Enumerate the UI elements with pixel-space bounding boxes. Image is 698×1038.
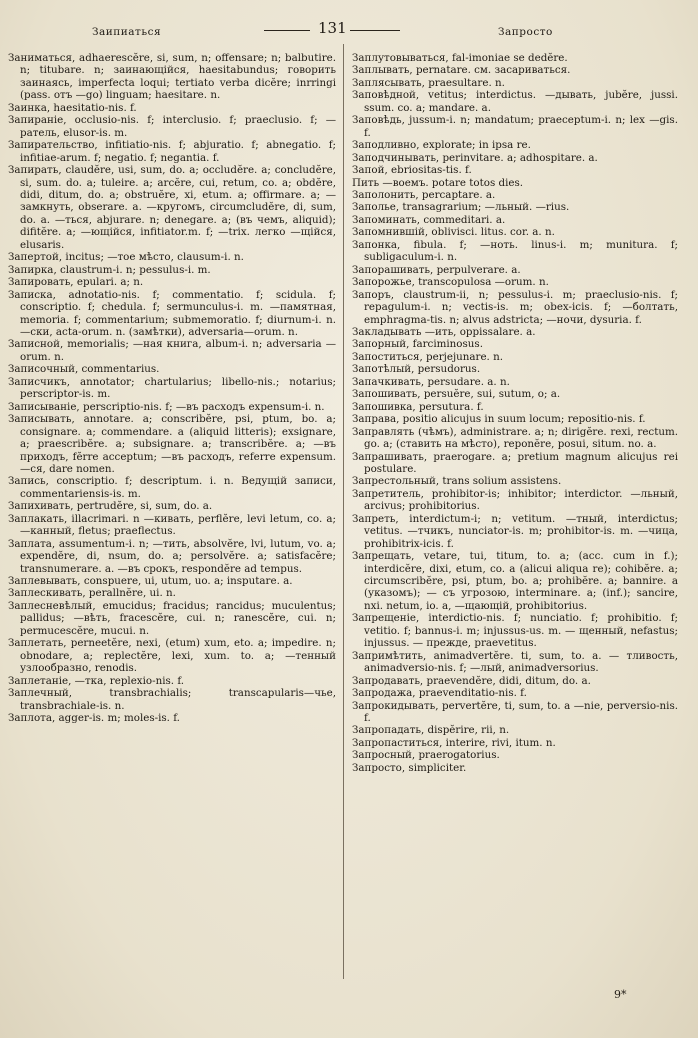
header-left-word: Заипиаться <box>92 26 162 38</box>
dictionary-entry: Записка, adnotatio-nis. f; commentatio. f; scidula. f; conscriptio. f; chedula. f; sermunculus-i. m. —памятная, memoria. f; commentarium; submemoratio. f; diurnum-i. n. —ски, acta-orum. n. (замѣтки), adversaria—orum. n. <box>8 288 336 338</box>
dictionary-entry: Запросный, praerogatorius. <box>352 749 500 762</box>
dictionary-entry: Запрокидывать, pervertĕre, ti, sum, to. a —nie, perversio-nis. f. <box>352 699 678 725</box>
dictionary-entry: Заплакать, illacrimari. n —кивать, perflĕre, levi letum, co. a; —канный, fletus; praeflectus. <box>8 512 336 538</box>
dictionary-entry: Запродавать, praevendĕre, didi, ditum, do. a. <box>352 674 591 687</box>
dictionary-entry: Запомнившій, oblivisci. litus. cor. a. n. <box>352 226 555 239</box>
dictionary-entry: Запропаститься, interire, rivi, itum. n. <box>352 736 556 749</box>
dictionary-entry: Заправа, positio alicujus in suum locum; repositio-nis. f. <box>352 413 646 426</box>
dictionary-entry: Записной, memorialis; —ная книга, album-i. n; adversaria —orum. n. <box>8 338 336 363</box>
dictionary-entry: Заплетаніе, —тка, replexio-nis. f. <box>8 674 185 687</box>
dictionary-entry: Заплясывать, praesultare. n. <box>352 76 505 89</box>
left-column <box>8 52 336 982</box>
dictionary-entry: Заплетать, perneetĕre, nexi, (etum) xum, eto. a; impedire. n; obnodare, a; replectĕre, lexi, xum. to. a; —тенный узлообразно, renodis. <box>8 637 336 675</box>
dictionary-entry: Заправлять (чѣмъ), administrare. a; n; dirigĕre. rexi, rectum. go. a; (ставить на мѣсто), reponĕre, posui, situm. no. a. <box>352 425 678 451</box>
dictionary-entry: Заплечный, transbrachialis; transcapularis—чье, transbrachiale-is. n. <box>8 687 336 712</box>
dictionary-entry: Заниматься, adhaerescĕre, si, sum, n; offensare; n; balbutire. n; titubare. n; заинающійся, haesitabundus; говорить заинаясь, imperfecta loqui; tertiato verba dicĕre; inrringi (pass. отъ —go) linguam; haesitare. n. <box>8 52 336 102</box>
column-divider <box>343 44 344 979</box>
dictionary-entry: Заплутовываться, fal-imoniae se dedĕre. <box>352 52 568 64</box>
dictionary-entry: Запой, ebriositas-tis. f. <box>352 164 472 177</box>
dictionary-entry: Заполье, transagrarium; —льный. —rius. <box>352 201 570 214</box>
dictionary-entry: Заплата, assumentum-i. n; —тить, absolvĕre, lvi, lutum, vo. a; expendĕre, di, nsum, do. a; persolvĕre. a; satisfacĕre; transnumerare. a. —въ срокъ, respondĕre ad tempus. <box>8 537 336 575</box>
dictionary-entry: Запоститься, perjejunare. n. <box>352 350 504 363</box>
dictionary-entry: Запировать, epulari. a; n. <box>8 276 144 289</box>
dictionary-entry: Запираніе, occlusio-nis. f; interclusio. f; praeclusio. f; —ратель, elusor-is. m. <box>8 114 336 139</box>
dictionary-entry: Запонка, fibula. f; —ноть. linus-i. m; munitura. f; subligaculum-i. n. <box>352 238 678 264</box>
dictionary-entry: Запреть, interdictum-i; n; vetitum. —тный, interdictus; vetitus. —тчикъ, nunciator-is. m; prohibitor-is. m. —чица, prohibitrix-icis. f. <box>352 512 678 550</box>
dictionary-entry: Запорный, farciminosus. <box>352 338 483 351</box>
dictionary-entry: Запросто, simpliciter. <box>352 761 467 774</box>
right-column <box>352 52 678 982</box>
signature-mark: 9* <box>614 988 627 1001</box>
dictionary-entry: Пить —воемъ. potare totos dies. <box>352 176 524 189</box>
dictionary-entry: Заплота, agger-is. m; moles-is. f. <box>8 712 180 725</box>
dictionary-entry: Заподчинывать, perinvitare. a; adhospitare. a. <box>352 151 598 164</box>
dictionary-entry: Запошивка, persutura. f. <box>352 400 484 413</box>
dictionary-entry: Заинка, haesitatio-nis. f. <box>8 101 137 114</box>
dictionary-entry: Запачкивать, persudare. a. n. <box>352 375 510 388</box>
dictionary-entry: Запоръ, claustrum-ii, n; pessulus-i. m; praeclusio-nis. f; repagulum-i. n; vectis-is. m; obex-icis. f; —болтать, emphragma-tis. n; alvus adstricta; —ночи, dysuria. f. <box>352 288 678 326</box>
dictionary-entry: Заплесневѣлый, emucidus; fracidus; rancidus; muculentus; pallidus; —вѣть, fracescĕre, cui. n; ranescĕre, cui. n; permucescĕre, mucui. n. <box>8 599 336 637</box>
page-header <box>0 18 698 42</box>
header-rule-left <box>264 30 310 31</box>
dictionary-entry: Запирательство, infitiatio-nis. f; abjuratio. f; abnegatio. f; infitiae-arum. f; negatio. f; negantia. f. <box>8 139 336 164</box>
dictionary-entry: Запоминать, commeditari. a. <box>352 213 506 226</box>
dictionary-entry: Запертой, incitus; —тое мѣсто, clausum-i. n. <box>8 251 244 264</box>
dictionary-entry: Запошивать, persuĕre, sui, sutum, o; a. <box>352 388 561 401</box>
dictionary-entry: Заплевывать, conspuere, ui, utum, uo. a; insputare. a. <box>8 575 293 588</box>
dictionary-entry: Запримѣтить, animadvertĕre. ti, sum, to. a. — тливость, animadversio-nis. f; —лый, animadversorius. <box>352 649 678 675</box>
dictionary-entry: Запрестольный, trans solium assistens. <box>352 475 562 488</box>
dictionary-entry: Запрещать, vetare, tui, titum, to. a; (acc. cum in f.); interdicĕre, dixi, etum, co. a (alicui aliqua re); cohibĕre. a; circumscribĕre, psi, ptum, bo. a; prohibĕre. a; bannire. a (указомъ); — съ угрозою, interminare. a; (inf.); sancire, nxi. netum, io. a, —щающій, prohibitorius. <box>352 550 678 612</box>
dictionary-entry: Заподливно, explorate; in ipsa re. <box>352 139 531 152</box>
dictionary-entry: Записывать, annotare. a; conscribĕre, psi, ptum, bo. a; consignare. a; commendare. a (aliquid litteris); exsignare, a; praescribĕre. a; subsignare. a; transcribĕre. a; —въ приходъ, fĕrre acceptum; —въ расходъ, referre expensum. —ся, dare nomen. <box>8 413 336 475</box>
dictionary-entry: Запись, conscriptio. f; descriptum. i. n. Ведущій записи, commentariensis-is. m. <box>8 475 336 500</box>
dictionary-entry: Запрашивать, praerogare. a; pretium magnum alicujus rei postulare. <box>352 450 678 475</box>
dictionary-entry: Заплывать, pernatare. см. засариваться. <box>352 64 571 77</box>
dictionary-entry: Запотѣлый, persudorus. <box>352 363 481 376</box>
header-right-word: Запросто <box>498 26 553 38</box>
dictionary-entry: Заполонить, percaptare. a. <box>352 188 496 201</box>
dictionary-entry: Заповѣдь, jussum-i. n; mandatum; praeceptum-i. n; lex —gis. f. <box>352 114 678 139</box>
dictionary-entry: Заплескивать, perallnĕre, ui. n. <box>8 587 176 600</box>
dictionary-entry: Запирать, claudĕre, usi, sum, do. a; occludĕre. a; concludĕre, si, sum. do. a; tuleire. a; arcĕre, cui, retum, co. a; obdĕre, didi, ditum, do. a; obstruĕre, xi, etum. a; offirmare. a; —замкнуть, obserare. a. —кругомъ, circumcludĕre, di, sum, do. a. —ться, abjurare. n; denegare. a; (въ чемъ, aliquid); difitĕre. a; —ющійся, infitiator.m. f; —trix. легко —щійся, elusaris. <box>8 164 336 251</box>
dictionary-entry: Запихивать, pertrudĕre, si, sum, do. a. <box>8 500 213 513</box>
dictionary-entry: Запропадать, dispĕrire, rii, n. <box>352 724 510 737</box>
dictionary-entry: Заповѣдной, vetitus; interdictus. —дывать, jubĕre, jussi. ssum. co. a; mandare. a. <box>352 89 678 114</box>
dictionary-entry: Записчикъ, annotator; chartularius; libello-nis.; notarius; perscriptor-is. m. <box>8 375 336 401</box>
header-rule-right <box>350 30 400 31</box>
dictionary-entry: Запирка, claustrum-i. n; pessulus-i. m. <box>8 263 211 276</box>
page-number: 131 <box>318 19 347 37</box>
dictionary-entry: Закладывать —ить, oppissalare. a. <box>352 325 536 338</box>
dictionary-entry: Запрещеніе, interdictio-nis. f; nunciatio. f; prohibitio. f; vetitio. f; bannus-i. m; injussus-us. m. — щенный, nefastus; injussus. — прежде, praevetitus. <box>352 612 678 650</box>
dictionary-entry: Записываніе, perscriptio-nis. f; —въ расходъ expensum-i. n. <box>8 400 325 413</box>
dictionary-entry: Запорашивать, perpulverare. a. <box>352 263 521 276</box>
dictionary-entry: Запретитель, prohibitor-is; inhibitor; interdictor. —льный, arcivus; prohibitorius. <box>352 487 678 513</box>
dictionary-entry: Запорожье, transcopulosa —orum. n. <box>352 276 549 289</box>
dictionary-entry: Запродажа, praevenditatio-nis. f. <box>352 687 527 700</box>
dictionary-entry: Записочный, commentarius. <box>8 363 160 376</box>
